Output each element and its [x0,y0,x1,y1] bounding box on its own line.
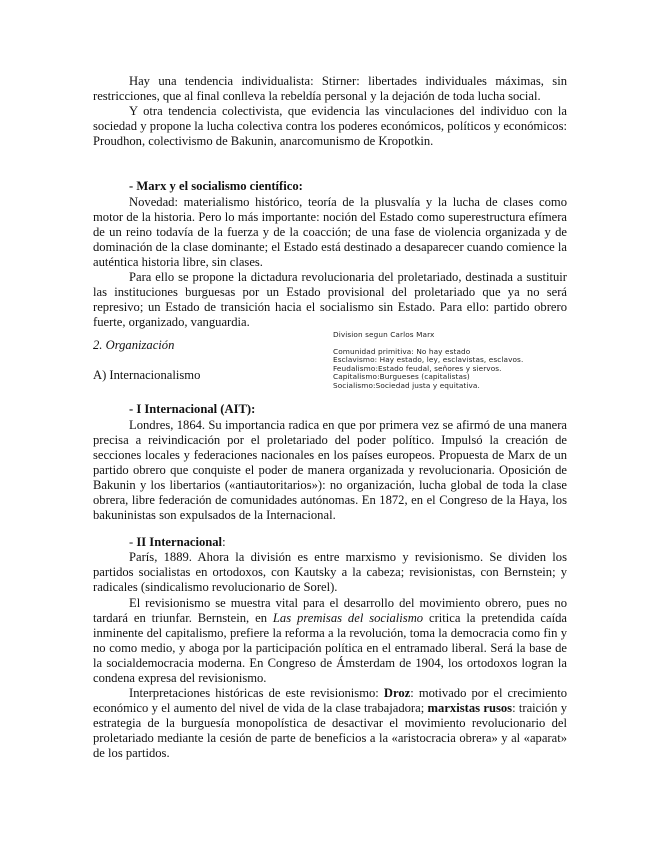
interp-droz: Droz [383,686,411,701]
paragraph-revisionismo [93,596,567,687]
paragraph-first-international: Londres, 1864. Su importancia radica en que por primera vez se afirmó de una manera precisa a reivindicación por el proletariado del poder político. Impulsó la creación de secciones locales y federaciones nacionales en los países europeos. Propuesta de Marx de un partido obrero que conquiste el poder de manera organizada y revolucionaria. Oposición de Bakunin y los libertarios («antiautoritarios»): no organización, lucha global de toda la clase obrera, libre federación de comunidades autónomas. En 1872, en el Congreso de la Haya, los bakuninistas son expulsados de la Internacional. [93,417,567,523]
heading-prefix: - [129,535,137,550]
section-title-organizacion: 2. Organización [93,338,175,353]
interp-marxistas-rusos: marxistas rusos [427,701,513,716]
subsection-internacionalismo: A) Internacionalismo [93,368,201,383]
textbox-line: Esclavismo: Hay estado, ley, esclavistas, esclavos. [333,355,524,365]
textbox-line: Capitalismo:Burgueses (capitalistas) [333,372,470,382]
heading-first-international [129,402,567,417]
textbox-line: Comunidad primitiva: No hay estado [333,346,471,356]
paragraph-marx-dictadura: Para ello se propone la dictadura revolucionaria del proletariado, destinada a sustituir las instituciones burguesas por un Estado provisional del proletariado que ya no será represivo; un Estado de transición hacia el socialismo sin Estado. Para ello: partido obrero fuerte, organizado, vanguardia. [93,270,567,330]
heading-second-international-text: II Internacional [136,535,223,550]
book-title: Las premisas del socialismo [272,610,424,625]
interp-text-a: Interpretaciones históricas de este revisionismo: [129,686,384,701]
paragraph-second-international-paris: París, 1889. Ahora la división es entre marxismo y revisionismo. Se dividen los partidos socialistas en ortodoxos, con Kautsky a la cabeza; revisionistas, con Bernstein; y radicales (sindicalismo revolucionario de Sorel). [93,550,567,595]
paragraph-marx-novedad: Novedad: materialismo histórico, teoría de la plusvalía y la lucha de clases como motor de la historia. Pero lo más importante: noción del Estado como superestructura efímera de un reino todavía de la fuerza y de la coacción; de una fase de violencia organizada y de dominación de la clase dominante; el Estado está destinado a desaparecer cuando comience la auténtica historia libre, sin clases. [93,194,567,269]
interp-text-c: : motivado por el crecimiento económico y el aumento del nivel de vida de la clase trabajadora; [93,686,567,716]
heading-first-international-text: - I Internacional (AIT): [129,402,256,417]
paragraph-collectivist: Y otra tendencia colectivista, que evidencia las vinculaciones del individuo con la sociedad y propone la lucha colectiva contra los poderes económicos, políticos y económicos: Proudhon, colectivismo de Bakunin, anarcomunismo de Kropotkin. [93,104,567,149]
textbox-line: Socialismo:Sociedad justa y equitativa. [333,380,480,390]
document-page [93,74,567,762]
revisionismo-text-a: El revisionismo se muestra vital para el desarrollo del movimiento obrero, pues no tardará en triunfar. Bernstein, en [93,595,567,625]
marx-division-textbox [333,331,573,391]
textbox-line: Feudalismo:Estado feudal, señores y siervos. [333,363,502,373]
revisionismo-text-b: critica la pretendida caída inminente del capitalismo, prefiere la reforma a la revolución, toma la democracia como fin y no como medio, y aboga por la participación política en el entramado liberal. Será la base de la socialdemocracia moderna. En Congreso de Ámsterdam de 1904, los ortodoxos logran la condena expresa del revisionismo. [93,610,568,685]
paragraph-interpretaciones [93,686,567,761]
interp-text-d: : traición y estrategia de la burguesía monopolística de desactivar el movimiento revolucionario del proletariado mediante la cesión de parte de beneficios a la «aristocracia obrera» y al «aparat» de los partidos. [93,701,568,761]
heading-second-international [129,535,567,550]
heading-suffix: : [222,535,226,550]
heading-marx: - Marx y el socialismo científico: [129,179,303,194]
paragraph-individualist: Hay una tendencia individualista: Stirner: libertades individuales máximas, sin restricciones, que al final conlleva la rebeldía personal y la dejación de toda lucha social. [93,74,567,104]
textbox-title: Division segun Carlos Marx [333,330,435,339]
